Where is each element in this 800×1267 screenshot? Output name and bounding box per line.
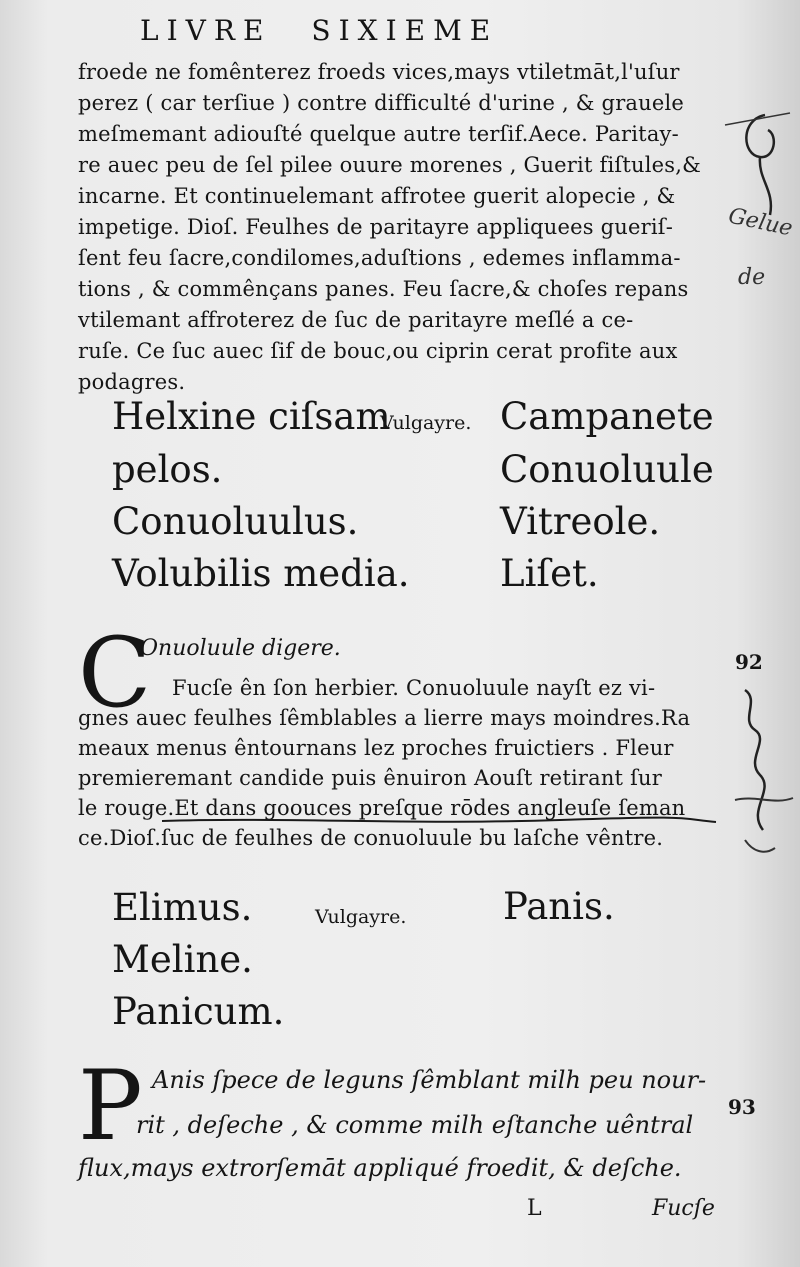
- latin-name: Meline.: [112, 938, 253, 981]
- text-line: Fucſe ên ſon herbier. Conuoluule nayſt ez vi-: [172, 676, 656, 700]
- catchword: Fucſe: [652, 1196, 715, 1221]
- running-head-livre: LIVRE: [140, 14, 272, 47]
- margin-number: 92: [735, 650, 763, 674]
- vernacular-name: Campanete: [500, 395, 714, 438]
- vernacular-name: Liſet.: [500, 552, 599, 595]
- text-line: ce.Dioſ.ſuc de feulhes de conuoluule bu laſche vêntre.: [78, 826, 664, 850]
- margin-number: 93: [728, 1095, 756, 1119]
- vernacular-name: Vitreole.: [500, 500, 661, 543]
- drop-capital: C: [78, 617, 152, 729]
- text-line: meaux menus êntournans lez proches fruictiers . Fleur: [78, 736, 674, 760]
- latin-name: Volubilis media.: [112, 552, 410, 595]
- section-heading: Onuoluule digere.: [140, 636, 341, 661]
- drop-capital: P: [78, 1050, 143, 1162]
- running-head-sixieme: SIXIEME: [311, 14, 499, 47]
- text-line: froede ne fomênterez froeds vices,mays vtiletmāt,l'uſur: [78, 60, 680, 84]
- text-line: le rouge.Et dans goouces preſque rōdes angleuſe ſeman: [78, 796, 686, 820]
- vulgayre-label: Vulgayre.: [315, 906, 407, 928]
- marginal-note: Gelue: [726, 203, 795, 242]
- vernacular-name: Panis.: [503, 885, 615, 928]
- text-line: premieremant candide puis ênuiron Aouſt retirant ſur: [78, 766, 663, 790]
- signature-mark: L: [527, 1196, 542, 1221]
- text-line: impetige. Dioſ. Feulhes de paritayre appliquees gueriſ-: [78, 215, 674, 239]
- ink-underline: [160, 815, 720, 827]
- text-line: flux,mays extrorſemāt appliqué froedit, & deſche.: [78, 1154, 682, 1182]
- latin-name: pelos.: [112, 448, 223, 491]
- running-head: [140, 14, 498, 47]
- marginal-note: de: [738, 265, 766, 290]
- vernacular-name: Conuoluule: [500, 448, 714, 491]
- marginal-scribble: [725, 680, 800, 880]
- marginal-scribble: [720, 95, 800, 225]
- text-line: incarne. Et continuelemant affrotee guerit alopecie , &: [78, 184, 676, 208]
- text-line: gnes auec feulhes ſêmblables a lierre mays moindres.Ra: [78, 706, 691, 730]
- latin-name: Conuoluulus.: [112, 500, 359, 543]
- text-line: meſmemant adiouſté quelque autre terſif.Aece. Paritay-: [78, 122, 679, 146]
- vulgayre-label: Vulgayre.: [380, 412, 472, 434]
- latin-name: Elimus.: [112, 886, 253, 929]
- text-line: rit , deſeche , & comme milh eſtanche uêntral: [136, 1111, 694, 1139]
- text-line: re auec peu de ſel pilee ouure morenes , Guerit fiſtules,&: [78, 153, 701, 177]
- text-line: ſent feu ſacre,condilomes,aduſtions , edemes inflamma-: [78, 246, 681, 270]
- text-line: ruſe. Ce ſuc auec ſif de bouc,ou ciprin cerat profite aux: [78, 339, 678, 363]
- text-line: vtilemant affroterez de ſuc de paritayre meſlé a ce-: [78, 308, 634, 332]
- latin-name: Helxine ciſsam: [112, 395, 391, 438]
- text-line: perez ( car terſiue ) contre difficulté d'urine , & grauele: [78, 91, 685, 115]
- text-line: tions , & commênçans panes. Feu ſacre,& choſes repans: [78, 277, 689, 301]
- text-line: Anis ſpece de leguns ſêmblant milh peu nour-: [152, 1066, 707, 1094]
- latin-name: Panicum.: [112, 990, 285, 1033]
- text-line: podagres.: [78, 370, 186, 394]
